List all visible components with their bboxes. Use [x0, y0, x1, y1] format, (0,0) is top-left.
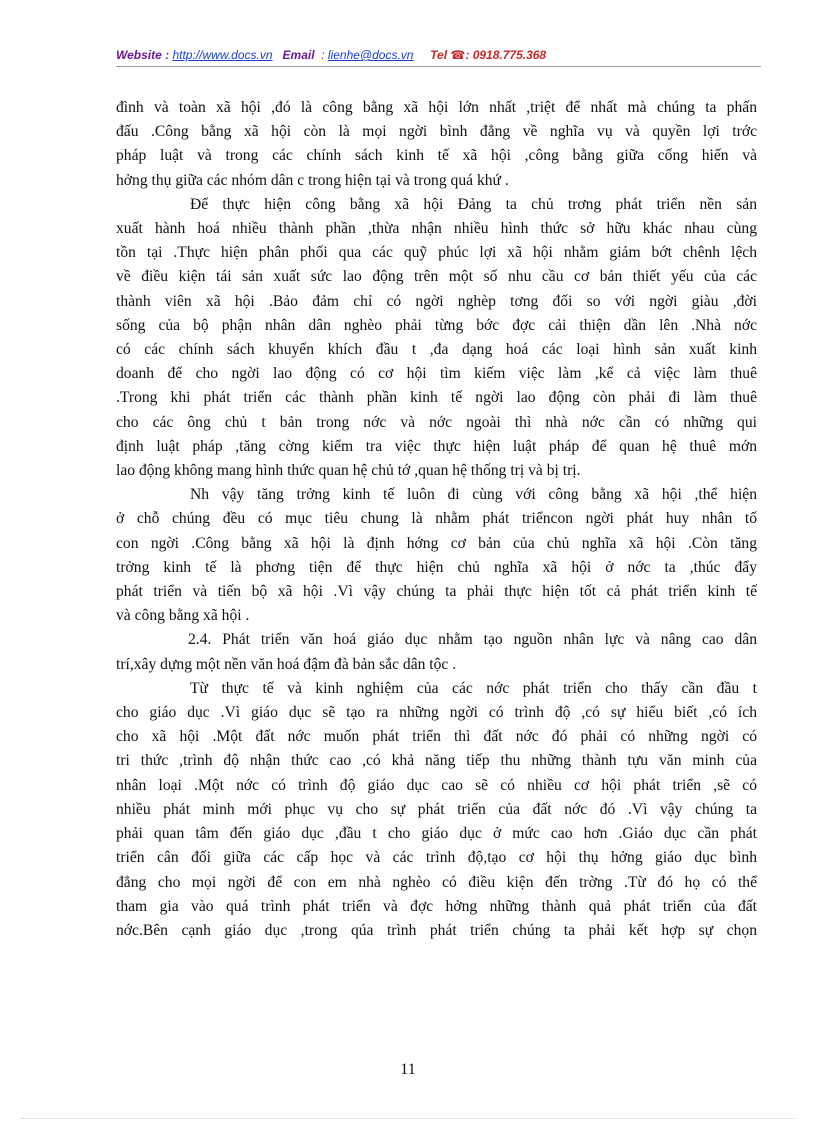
text-line: về điều kiện tái sản xuất sức lao động trên một số nhu cầu cơ bản thiết yếu của các [116, 268, 757, 286]
page-header [116, 48, 761, 62]
text-line: tri thức ,trình độ nhận thức cao ,có khả năng tiếp thu những thành tựu văn minh của [116, 752, 757, 770]
text-line: hởng thụ giữa các nhóm dân c trong hiện tại và trong quá khứ . [116, 171, 509, 189]
text-line: phải quan tâm đến giáo dục ,đầu t cho giáo dục ở mức cao hơn .Giáo dục cần phát [116, 825, 757, 843]
text-line: Từ thực tế và kinh nghiệm của các nớc phát triển cho thấy cần đầu t [190, 679, 757, 697]
text-line: con ngời .Công bằng xã hội là định hớng cơ bản của chủ nghĩa xã hội .Còn tăng [116, 534, 757, 552]
page-number: 11 [400, 1061, 416, 1078]
text-line: ở chỗ chúng đều có mục tiêu chung là nhằm phát triểncon ngời phát huy nhân tố [116, 510, 757, 528]
email-link[interactable]: lienhe@docs.vn [327, 48, 414, 62]
text-line: cho xã hội .Một đất nớc muốn phát triển thì đất nớc đó phải có những ngời có [116, 728, 757, 746]
text-line: tham gia vào quá trình phát triển và đợc hởng những thành quả phát triển của đất [116, 897, 757, 915]
website-label: Website : [116, 48, 170, 62]
text-line: cho các ông chủ t bản trong nớc và nớc ngoài thì nhà nớc cần có những qui [116, 413, 757, 431]
text-line: lao động không mang hình thức quan hệ chủ tớ ,quan hệ thống trị và bị trị. [116, 462, 581, 480]
text-line: và công bằng xã hội . [116, 607, 250, 625]
phone-number: : 0918.775.368 [465, 48, 547, 62]
text-line: sống của bộ phận nhân dân nghèo phải từng bớc đợc cải thiện dần lên .Nhà nớc [116, 316, 757, 334]
text-line: triển cân đối giữa các cấp học và các trình độ,tạo cơ hội thụ hởng giáo dục bình [116, 849, 757, 867]
header-divider [116, 66, 761, 67]
text-line: trởng kinh tế là phơng tiện để thực hiện chủ nghĩa xã hội ở nớc ta ,thúc đẩy [116, 558, 757, 576]
document-body [116, 96, 757, 943]
text-line: tồn tại .Thực hiện phân phối qua các quỹ phúc lợi xã hội nhằm giảm bớt chênh lệch [116, 244, 757, 262]
text-line: nhiều phát minh mới phục vụ cho sự phát triển của đất nớc đó .Vì vậy chúng ta [116, 800, 757, 818]
text-line: cho giáo dục .Vì giáo dục sẽ tạo ra những ngời có trình độ ,có sự hiểu biết ,có ích [116, 704, 757, 722]
text-line: doanh để cho ngời lao động có cơ hội tìm kiếm việc làm ,kể cả việc làm thuê [116, 365, 757, 383]
text-line: có các chính sách khuyến khích đầu t ,đa dạng hoá các loại hình sản xuất kinh [116, 341, 757, 359]
text-line: đấu .Công bằng xã hội còn là mọi ngời bình đẳng về nghĩa vụ và quyền lợi trớc [116, 123, 757, 141]
email-label: Email [282, 48, 315, 62]
text-line: đình và toàn xã hội ,đó là công bằng xã hội lớn nhất ,triệt để nhất mà chúng ta phấn [116, 99, 757, 116]
text-line: pháp luật và trong các chính sách kinh tế xã hội ,công bằng giữa cống hiến và [116, 147, 757, 165]
text-line: thành viên xã hội .Bảo đảm chỉ có ngời nghèp tơng đối so với ngời giàu ,đời [116, 292, 757, 310]
text-line: Nh vậy tăng trởng kinh tế luôn đi cùng với công bằng xã hội ,thể hiện [190, 486, 757, 504]
website-link[interactable]: http://www.docs.vn [172, 48, 273, 62]
text-line: xuất hành hoá nhiều thành phần ,thừa nhận nhiều hình thức sở hữu khác nhau cùng [116, 220, 757, 238]
phone-icon: ☎ [450, 48, 466, 62]
text-line: đẳng cho mọi ngời để con em nhà nghèo có điều kiện đến trờng .Từ đó họ có thể [116, 873, 757, 891]
text-line: phát triển và tiến bộ xã hội .Vì vậy chúng ta phải thực hiện tốt cả phát triển kinh tế [116, 583, 757, 601]
text-line: nớc.Bên cạnh giáo dục ,trong qúa trình phát triển chúng ta phải kết hợp sự chọn [116, 921, 757, 939]
text-line: .Trong khi phát triển các thành phần kinh tế ngời lao động còn phải đi làm thuê [116, 389, 757, 407]
email-separator: : [321, 48, 325, 62]
section-heading-line: trí,xây dựng một nền văn hoá đậm đà bản sắc dân tộc . [116, 655, 457, 673]
text-line: nhân loại .Một nớc có trình độ giáo dục cao sẽ có nhiều cơ hội phát triển ,sẽ có [116, 776, 757, 794]
tel-label: Tel [430, 48, 448, 62]
text-line: Để thực hiện công bằng xã hội Đảng ta chủ trơng phát triển nền sản [190, 195, 757, 213]
footer-divider [20, 1118, 796, 1119]
text-line: định luật pháp ,tăng cờng kiểm tra việc thực hiện luật pháp để quan hệ thuê mớn [116, 437, 757, 455]
section-heading-line: 2.4. Phát triển văn hoá giáo dục nhằm tạo nguồn nhân lực và nâng cao dân [188, 631, 757, 649]
